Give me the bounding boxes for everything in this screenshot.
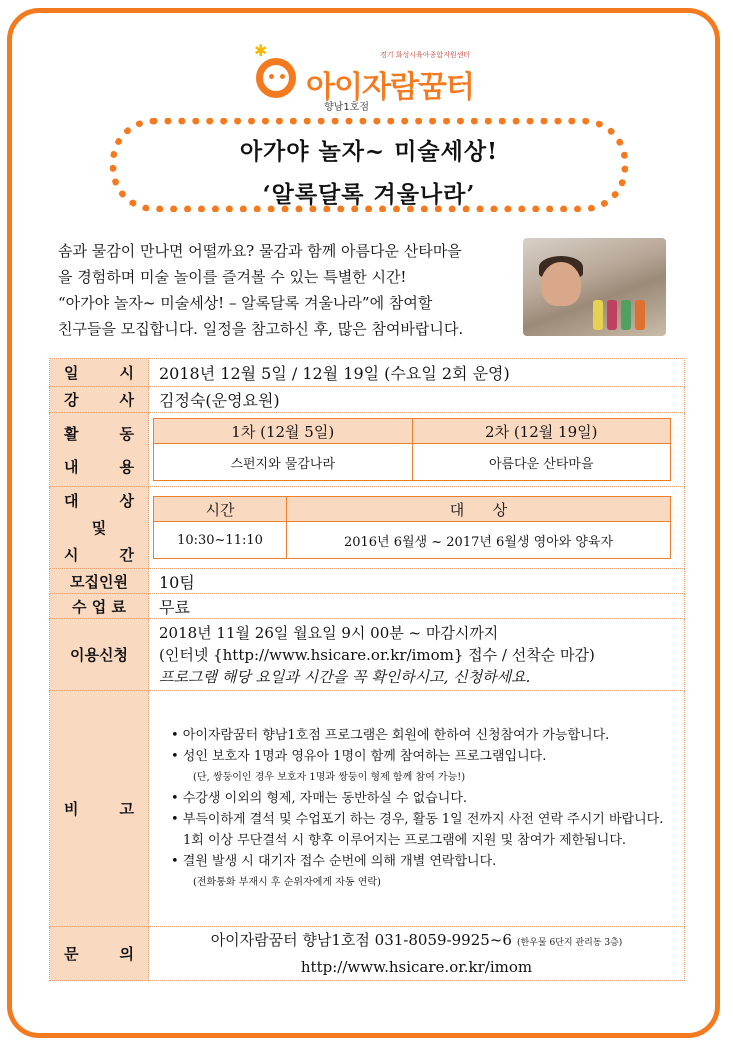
label-fee: 수 업 료 (50, 594, 149, 619)
table-row (50, 359, 685, 387)
note-sub: (전화통화 부재시 후 순위자에게 자동 연락) (193, 876, 381, 888)
intro-line: “아가야 놀자~ 미술세상! – 알록달록 겨울나라”에 참여할 (58, 294, 433, 312)
title-line-1: 아가야 놀자~ 미술세상! (239, 138, 499, 165)
table-row (50, 619, 685, 691)
logo (250, 41, 520, 116)
quota-value: 10팀 (149, 569, 685, 594)
apply-method: (인터넷 {http://www.hsicare.or.kr/imom} 접수 / 선착순 마감) (159, 645, 595, 664)
info-table (49, 358, 685, 981)
intro-line: 솜과 물감이 만나면 어떨까요? 물감과 함께 아름다운 산타마을 (58, 242, 462, 260)
label-apply: 이용신청 (50, 619, 149, 691)
teacher-value: 김정숙(운영요원) (149, 387, 685, 413)
note-item: • 부득이하게 결석 및 수업포기 하는 경우, 활동 1일 전까지 사전 연락 주시기 바랍니다. 1회 이상 무단결석 시 향후 이루어지는 프로그램에 지원 및 참여가 제한됩니다. (171, 811, 664, 848)
logo-tagline: 경기 화성시육아종합지원센터 (380, 51, 471, 59)
contact-url[interactable]: http://www.hsicare.or.kr/imom (300, 958, 533, 976)
activity-col2-head: 2차 (12월 19일) (412, 419, 671, 444)
target-value: 2016년 6월생 ~ 2017년 6월생 영아와 양육자 (287, 522, 671, 559)
target-head: 대 상 (287, 497, 671, 522)
contact-address: (한우물 6단지 관리동 3층) (517, 938, 623, 948)
activity-col1-head: 1차 (12월 5일) (154, 419, 413, 444)
label-target: 대 상 및 시 간 (50, 487, 149, 569)
time-value: 10:30~11:10 (154, 522, 287, 559)
label-teacher: 강 사 (50, 387, 149, 413)
note-item: • 수강생 이외의 형제, 자매는 동반하실 수 없습니다. (171, 790, 468, 806)
label-contact: 문 의 (50, 927, 149, 981)
target-cell (149, 487, 685, 569)
contact-cell (149, 927, 685, 981)
intro-line: 친구들을 모집합니다. 일정을 참고하신 후, 많은 참여바랍니다. (58, 320, 464, 338)
note-item: • 결원 발생 시 대기자 접수 순번에 의해 개별 연락합니다. (171, 853, 497, 869)
note-item: • 아이자람꿈터 향남1호점 프로그램은 회원에 한하여 신청참여가 가능합니다. (171, 727, 610, 743)
label-date: 일 시 (50, 359, 149, 387)
logo-text: 아이자람꿈터 (306, 70, 474, 105)
apply-cell (149, 619, 685, 691)
activity-col1-body: 스펀지와 물감나라 (154, 444, 413, 481)
activity-table (153, 418, 671, 481)
contact-phone: 아이자람꿈터 향남1호점 031-8059-9925~6 (210, 931, 512, 949)
intro-line: 을 경험하며 미술 놀이를 즐겨볼 수 있는 특별한 시간! (58, 268, 407, 286)
face-icon (256, 58, 296, 98)
table-row (50, 594, 685, 619)
label-quota: 모집인원 (50, 569, 149, 594)
table-row (50, 927, 685, 981)
note-sub: (단, 쌍둥이인 경우 보호자 1명과 쌍둥이 형제 함께 참여 가능!) (193, 771, 466, 783)
notes-cell (149, 691, 685, 927)
time-head: 시간 (154, 497, 287, 522)
table-row (50, 569, 685, 594)
label-notes: 비 고 (50, 691, 149, 927)
table-row (50, 487, 685, 569)
star-icon: ✱ (254, 41, 268, 60)
title-line-2: ‘알록달록 겨울나라’ (262, 181, 476, 208)
intro-text (58, 238, 528, 342)
target-table (153, 496, 671, 559)
logo-branch: 향남1호점 (324, 102, 370, 113)
apply-notice: 프로그램 해당 요일과 시간을 꼭 확인하시고, 신청하세요. (159, 667, 531, 686)
fee-value: 무료 (149, 594, 685, 619)
date-value: 2018년 12월 5일 / 12월 19일 (수요일 2회 운영) (149, 359, 685, 387)
activity-cell (149, 413, 685, 487)
title-box (110, 118, 628, 212)
table-row (50, 691, 685, 927)
label-activity: 활 동 내 용 (50, 413, 149, 487)
activity-col2-body: 아름다운 산타마을 (412, 444, 671, 481)
child-photo (523, 238, 666, 336)
note-item: • 성인 보호자 1명과 영유아 1명이 함께 참여하는 프로그램입니다. (171, 748, 547, 764)
table-row (50, 387, 685, 413)
table-row (50, 413, 685, 487)
apply-period: 2018년 11월 26일 월요일 9시 00분 ~ 마감시까지 (159, 623, 499, 642)
